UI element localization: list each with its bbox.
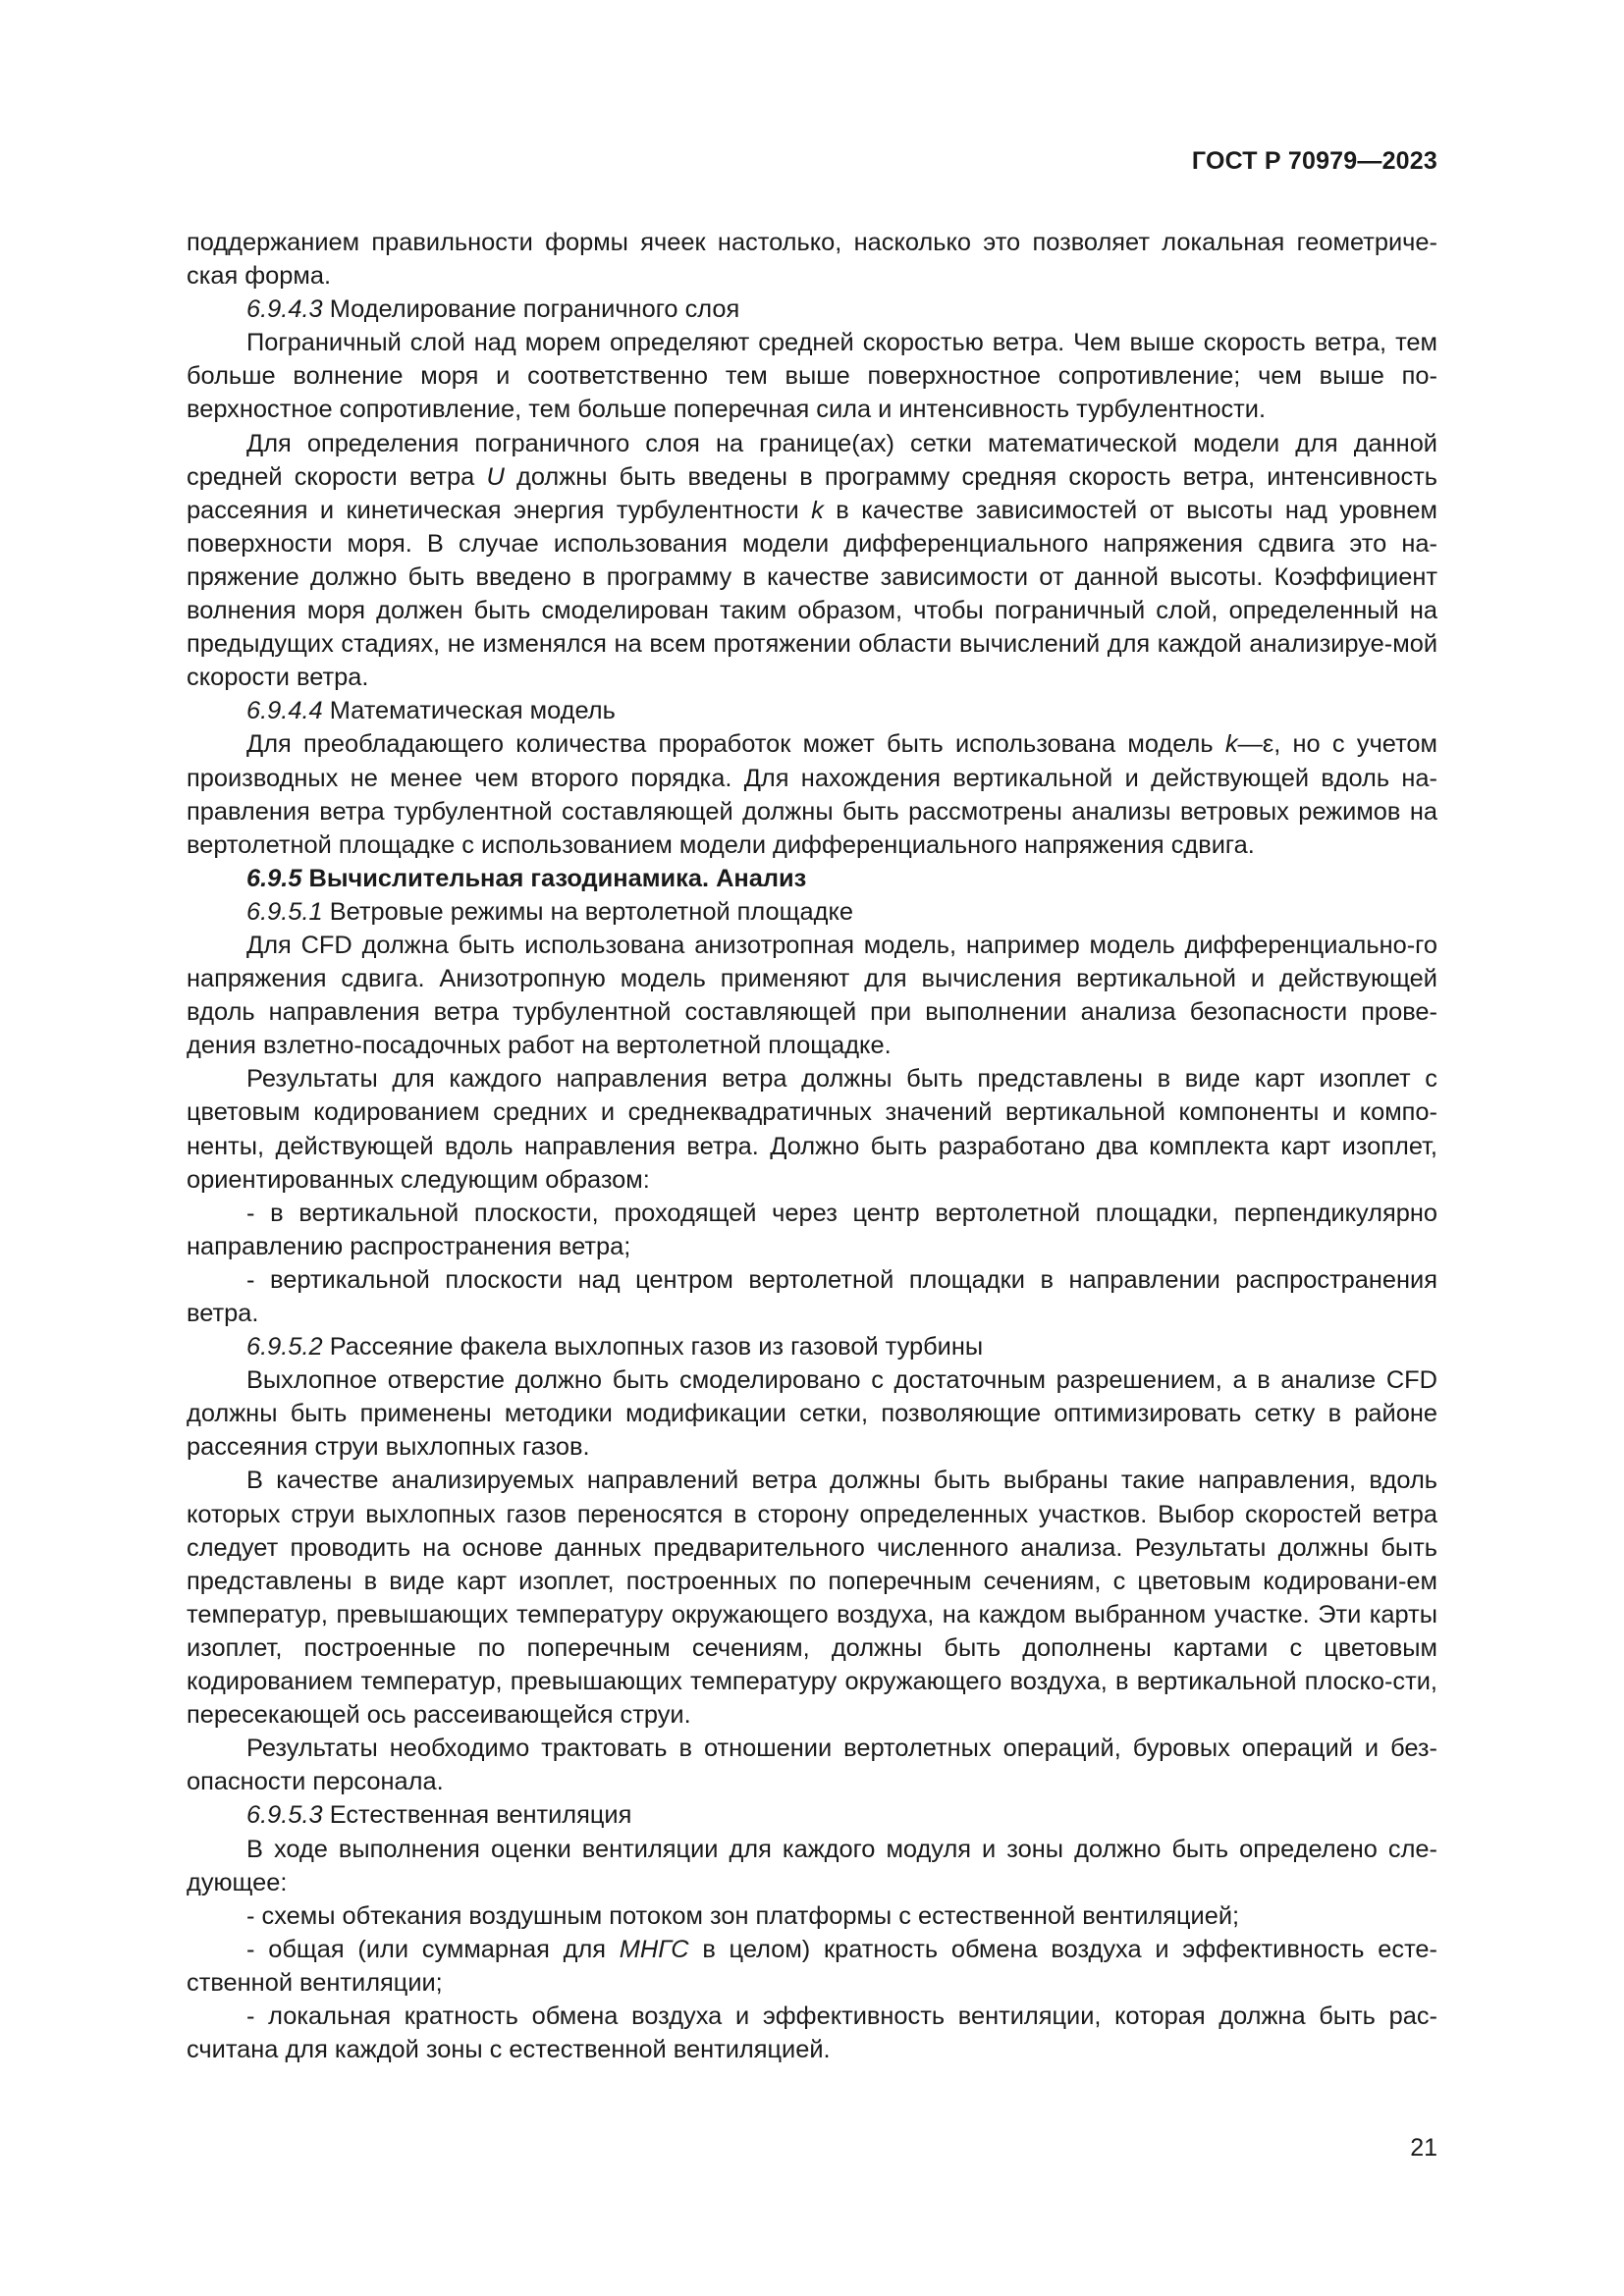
text-run: Для определения пограничного слоя на границе(ах) сетки математической модели для данной средней скорости ветра xyxy=(187,429,1437,491)
paragraph xyxy=(187,293,1437,326)
paragraph xyxy=(187,1798,1437,1832)
paragraph xyxy=(187,1197,1437,1263)
paragraph xyxy=(187,1330,1437,1363)
text-run: - вертикальной плоскости над центром вертолетной площадки в направлении распространения ветра. xyxy=(187,1265,1437,1327)
text-run: Ветровые режимы на вертолетной площадке xyxy=(322,897,853,926)
text-run: Результаты для каждого направления ветра должны быть представлены в виде карт изоплет с цветовым кодированием средних и среднеквадратичных значений вертикальной компоненты и компо-ненты, действующей вдоль направления ветра. Должно быть разработано два комплекта карт изоплет, ориентированных следующим образом: xyxy=(187,1065,1437,1194)
text-run: Естественная вентиляция xyxy=(322,1801,632,1830)
paragraph xyxy=(187,694,1437,727)
text-run: Пограничный слой над морем определяют средней скоростью ветра. Чем выше скорость ветра, тем больше волнение моря и соответственно тем выше поверхностное сопротивление; чем выше по-верхностное сопротивление, тем больше поперечная сила и интенсивность турбулентности. xyxy=(187,329,1437,424)
paragraph xyxy=(187,727,1437,861)
text-run: в качестве зависимостей от высоты над уровнем поверхности моря. В случае использования модели дифференциального напряжения сдвига это на-пряжение должно быть введено в программу в качестве зависимости от данной высоты. Коэффициент волнения моря должен быть смоделирован таким образом, чтобы пограничный слой, определенный на предыдущих стадиях, не изменялся на всем протяжении области вычислений для каждой анализируе-мой скорости ветра. xyxy=(187,496,1437,692)
paragraph xyxy=(187,862,1437,895)
paragraph xyxy=(187,1899,1437,1933)
paragraph xyxy=(187,1933,1437,2000)
paragraph xyxy=(187,1062,1437,1196)
paragraph xyxy=(187,1263,1437,1330)
text-run: В ходе выполнения оценки вентиляции для каждого модуля и зоны должно быть определено сле-дующее: xyxy=(187,1835,1437,1896)
text-run: Для преобладающего количества проработок может быть использована модель xyxy=(246,730,1225,759)
text-run: МНГС xyxy=(619,1935,689,1963)
text-run: Моделирование пограничного слоя xyxy=(322,295,740,324)
text-run: 6.9.5.3 xyxy=(246,1801,323,1830)
text-run: 6.9.5.1 xyxy=(246,897,323,926)
text-run: - локальная кратность обмена воздуха и эффективность вентиляции, которая должна быть рас-считана для каждой зоны с естественной вентиляцией. xyxy=(187,2002,1437,2064)
text-run: U xyxy=(486,462,505,491)
paragraph xyxy=(187,1363,1437,1464)
text-run: —ε, но с учетом производных не менее чем второго порядка. Для нахождения вертикальной и действующей вдоль на-правления ветра турбулентной составляющей должны быть рассмотрены анализы ветровых режимов на вертолетной площадке с использованием модели дифференциального напряжения сдвига. xyxy=(187,730,1438,859)
text-run: 6.9.4.4 xyxy=(246,697,323,725)
paragraph xyxy=(187,226,1437,293)
text-run: должны быть введены в программу средняя скорость ветра, интенсивность рассеяния и кинетическая энергия турбулентности xyxy=(187,462,1438,524)
text-run: Результаты необходимо трактовать в отношении вертолетных операций, буровых операций и без-опасности персонала. xyxy=(187,1735,1437,1796)
standard-code-header: ГОСТ Р 70979—2023 xyxy=(1191,147,1437,175)
text-run: Рассеяние факела выхлопных газов из газовой турбины xyxy=(322,1333,984,1362)
text-run: В качестве анализируемых направлений ветра должны быть выбраны такие направления, вдоль которых струи выхлопных газов переносятся в сторону определенных участков. Выбор скоростей ветра следует проводить на основе данных предварительного численного анализа. Результаты должны быть представлены в виде карт изоплет, построенных по поперечным сечениям, с цветовым кодировани-ем температур, превышающих температуру окружающего воздуха, на каждом выбранном участке. Эти карты изоплет, построенные по поперечным сечениям, должны быть дополнены картами с цветовым кодированием температур, превышающих температуру окружающего воздуха, в вертикальной плоско-сти, пересекающей ось рассеивающейся струи. xyxy=(187,1467,1437,1730)
text-run: Математическая модель xyxy=(322,697,616,725)
document-body xyxy=(187,226,1437,2066)
text-run: - общая (или суммарная для xyxy=(246,1935,620,1963)
text-run: k xyxy=(1224,730,1238,759)
page-number: 21 xyxy=(1410,2134,1437,2162)
text-run: в целом) кратность обмена воздуха и эффективность есте-ственной вентиляции; xyxy=(187,1935,1437,1997)
paragraph xyxy=(187,929,1437,1062)
paragraph xyxy=(187,326,1437,426)
text-run: 6.9.4.3 xyxy=(246,295,323,324)
text-run: Выхлопное отверстие должно быть смоделировано с достаточным разрешением, а в анализе CFD должны быть применены методики модификации сетки, позволяющие оптимизировать сетку в районе рассеяния струи выхлопных газов. xyxy=(187,1366,1437,1462)
paragraph xyxy=(187,2000,1437,2066)
paragraph xyxy=(187,1732,1437,1798)
text-run: 6.9.5.2 xyxy=(246,1333,323,1362)
paragraph xyxy=(187,1833,1437,1899)
text-run: 6.9.5 xyxy=(246,864,302,892)
text-run: - в вертикальной плоскости, проходящей через центр вертолетной площадки, перпендикулярно направлению распространения ветра; xyxy=(187,1199,1437,1260)
paragraph xyxy=(187,1464,1437,1732)
paragraph xyxy=(187,895,1437,929)
text-run: Вычислительная газодинамика. Анализ xyxy=(301,864,807,892)
text-run: Для CFD должна быть использована анизотропная модель, например модель дифференциально-го напряжения сдвига. Анизотропную модель применяют для вычисления вертикальной и действующей вдоль направления ветра турбулентной составляющей при выполнении анализа безопасности прове-дения взлетно-посадочных работ на вертолетной площадке. xyxy=(187,931,1437,1060)
text-run: k xyxy=(811,496,824,524)
paragraph xyxy=(187,427,1437,695)
text-run: - схемы обтекания воздушным потоком зон платформы с естественной вентиляцией; xyxy=(246,1901,1240,1930)
text-run: поддержанием правильности формы ячеек настолько, насколько это позволяет локальная геометриче-ская форма. xyxy=(187,229,1437,291)
